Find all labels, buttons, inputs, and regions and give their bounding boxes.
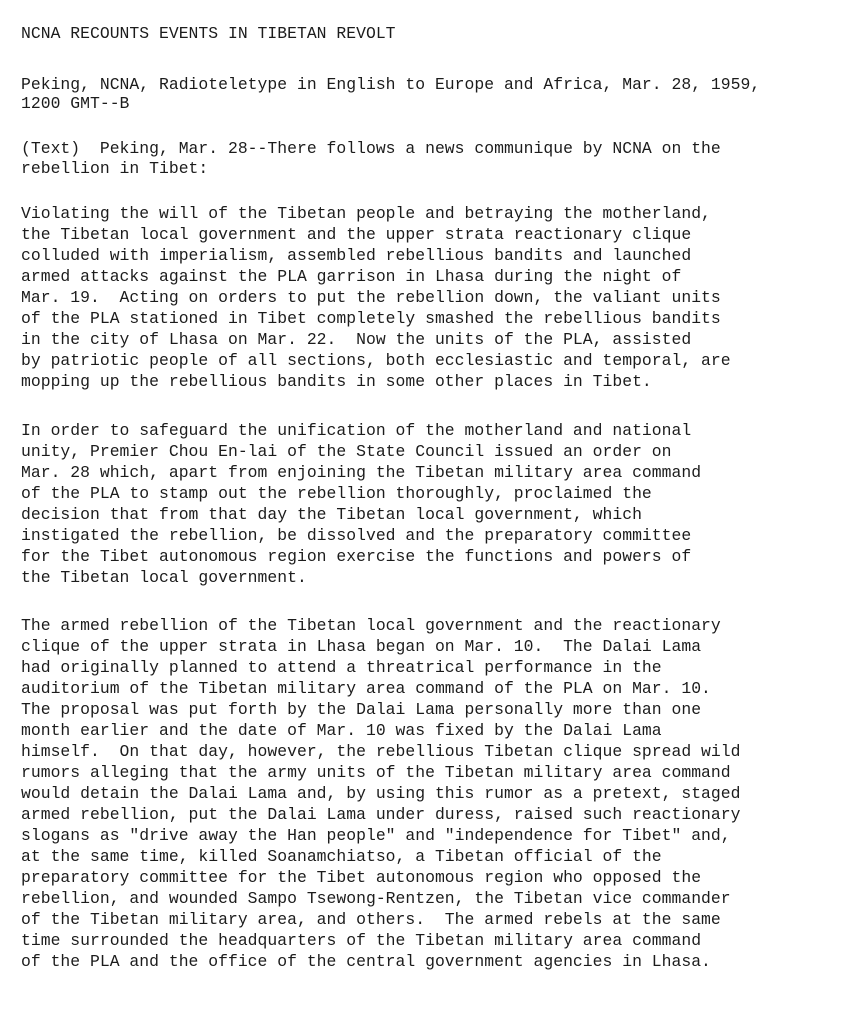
paragraph-1-line: by patriotic people of all sections, both ecclesiastic and temporal, are	[21, 351, 731, 370]
paragraph-3-line: had originally planned to attend a threatrical performance in the	[21, 658, 662, 677]
paragraph-3-line: month earlier and the date of Mar. 10 was fixed by the Dalai Lama	[21, 721, 662, 740]
paragraph-3-line: himself. On that day, however, the rebellious Tibetan clique spread wild	[21, 742, 741, 761]
paragraph-3-line: rebellion, and wounded Sampo Tsewong-Rentzen, the Tibetan vice commander	[21, 889, 731, 908]
paragraph-1-line: in the city of Lhasa on Mar. 22. Now the units of the PLA, assisted	[21, 330, 692, 349]
paragraph-3-line: slogans as "drive away the Han people" and "independence for Tibet" and,	[21, 826, 731, 845]
intro-line: (Text) Peking, Mar. 28--There follows a news communique by NCNA on the	[21, 139, 721, 158]
paragraph-1-line: mopping up the rebellious bandits in some other places in Tibet.	[21, 372, 652, 391]
paragraph-1-line: Mar. 19. Acting on orders to put the rebellion down, the valiant units	[21, 288, 721, 307]
paragraph-3-line: clique of the upper strata in Lhasa began on Mar. 10. The Dalai Lama	[21, 637, 702, 656]
paragraph-3-line: of the PLA and the office of the central government agencies in Lhasa.	[21, 952, 711, 971]
dateline-line: Peking, NCNA, Radioteletype in English to Europe and Africa, Mar. 28, 1959,	[21, 75, 761, 94]
paragraph-2-line: of the PLA to stamp out the rebellion thoroughly, proclaimed the	[21, 484, 652, 503]
paragraph-1-line: colluded with imperialism, assembled rebellious bandits and launched	[21, 246, 692, 265]
paragraph-2-line: In order to safeguard the unification of the motherland and national	[21, 421, 692, 440]
paragraph-2-line: decision that from that day the Tibetan local government, which	[21, 505, 642, 524]
paragraph-1-line: the Tibetan local government and the upper strata reactionary clique	[21, 225, 692, 244]
paragraph-3-line: at the same time, killed Soanamchiatso, a Tibetan official of the	[21, 847, 662, 866]
paragraph-3-line: auditorium of the Tibetan military area command of the PLA on Mar. 10.	[21, 679, 711, 698]
paragraph-2-line: the Tibetan local government.	[21, 568, 307, 587]
headline: NCNA RECOUNTS EVENTS IN TIBETAN REVOLT	[21, 24, 396, 43]
paragraph-1-line: Violating the will of the Tibetan people and betraying the motherland,	[21, 204, 711, 223]
paragraph-3-line: rumors alleging that the army units of the Tibetan military area command	[21, 763, 731, 782]
paragraph-3-line: of the Tibetan military area, and others. The armed rebels at the same	[21, 910, 721, 929]
dateline-line: 1200 GMT--B	[21, 94, 130, 113]
paragraph-2-line: for the Tibet autonomous region exercise the functions and powers of	[21, 547, 692, 566]
paragraph-3-line: would detain the Dalai Lama and, by using this rumor as a pretext, staged	[21, 784, 741, 803]
paragraph-3-line: time surrounded the headquarters of the Tibetan military area command	[21, 931, 702, 950]
paragraph-2-line: instigated the rebellion, be dissolved and the preparatory committee	[21, 526, 692, 545]
paragraph-3-line: armed rebellion, put the Dalai Lama under duress, raised such reactionary	[21, 805, 741, 824]
paragraph-1-line: armed attacks against the PLA garrison in Lhasa during the night of	[21, 267, 682, 286]
paragraph-3-line: The proposal was put forth by the Dalai Lama personally more than one	[21, 700, 702, 719]
intro-line: rebellion in Tibet:	[21, 159, 209, 178]
paragraph-2-line: Mar. 28 which, apart from enjoining the Tibetan military area command	[21, 463, 702, 482]
paragraph-3-line: preparatory committee for the Tibet autonomous region who opposed the	[21, 868, 702, 887]
paragraph-3-line: The armed rebellion of the Tibetan local government and the reactionary	[21, 616, 721, 635]
paragraph-2-line: unity, Premier Chou En-lai of the State Council issued an order on	[21, 442, 672, 461]
paragraph-1-line: of the PLA stationed in Tibet completely smashed the rebellious bandits	[21, 309, 721, 328]
